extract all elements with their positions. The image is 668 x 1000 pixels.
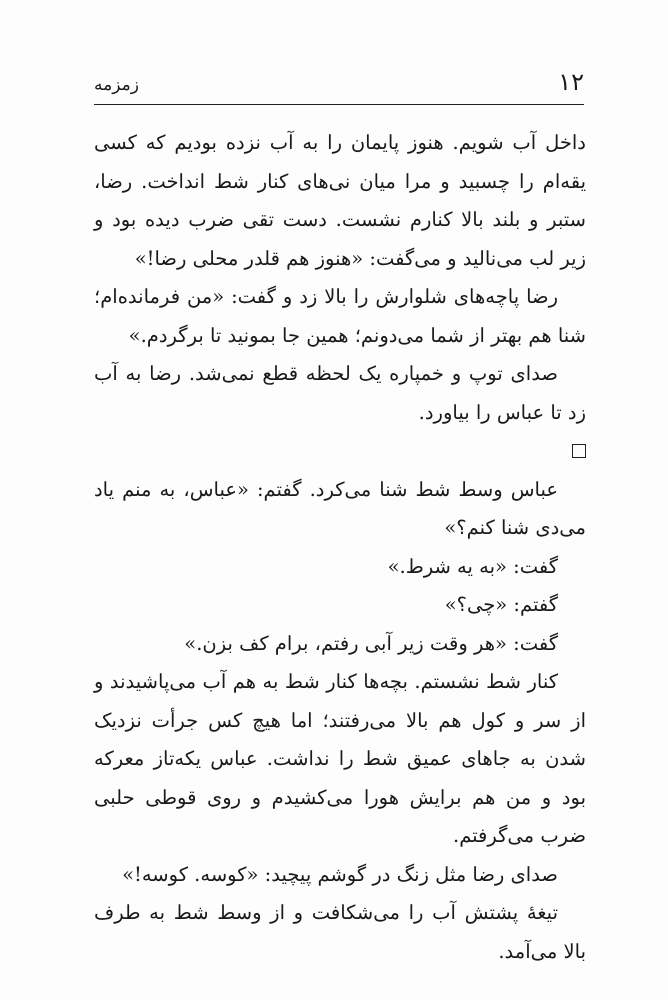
section-break [94, 432, 586, 471]
paragraph: رضا پاچه‌های شلوارش را بالا زد و گفت: «من فرمانده‌ام؛ شنا هم بهتر از شما می‌دونم؛ همین جا بمونید تا برگردم.» [94, 285, 586, 347]
body-text [94, 124, 586, 971]
paragraph: عباس وسط شط شنا می‌کرد. گفتم: «عباس، به منم یاد می‌دی شنا کنم؟» [94, 477, 586, 539]
page-header [94, 66, 584, 100]
paragraph: صدای رضا مثل زنگ در گوشم پیچید: «کوسه. کوسه!» [122, 862, 558, 886]
header-rule [94, 104, 584, 105]
section-break-square-icon [572, 444, 586, 458]
running-title: زمزمه [94, 75, 139, 95]
paragraph: کنار شط نشستم. بچه‌ها کنار شط به هم آب می‌پاشیدند و از سر و کول هم بالا می‌رفتند؛ اما هیچ کس جرأت نزدیک شدن به جاهای عمیق شط را نداشت. عباس یکه‌تاز معرکه بود و من هم برایش هورا می‌کشیدم و روی قوطی حلبی ضرب می‌گرفتم. [94, 670, 586, 847]
page-number: ۱۲ [558, 68, 584, 96]
paragraph: تیغهٔ پشتش آب را می‌شکافت و از وسط شط به طرف بالا می‌آمد. [94, 901, 586, 963]
dialogue-line: گفتم: «چی؟» [444, 593, 558, 616]
dialogue-line: گفت: «به یه شرط.» [387, 554, 558, 578]
dialogue-line: گفت: «هر وقت زیر آبی رفتم، برام کف بزن.» [184, 631, 558, 655]
paragraph: داخل آب شویم. هنوز پایمان را به آب نزده بودیم که کسی یقه‌ام را چسبید و مرا میان نی‌های کنار شط انداخت. رضا، ستبر و بلند بالا کنارم نشست. دست تقی ضرب دیده بود و زیر لب می‌نالید و می‌گفت: «هنوز هم قلدر محلی رضا!» [94, 131, 586, 270]
paragraph: صدای توپ و خمپاره یک لحظه قطع نمی‌شد. رضا به آب زد تا عباس را بیاورد. [94, 362, 586, 424]
